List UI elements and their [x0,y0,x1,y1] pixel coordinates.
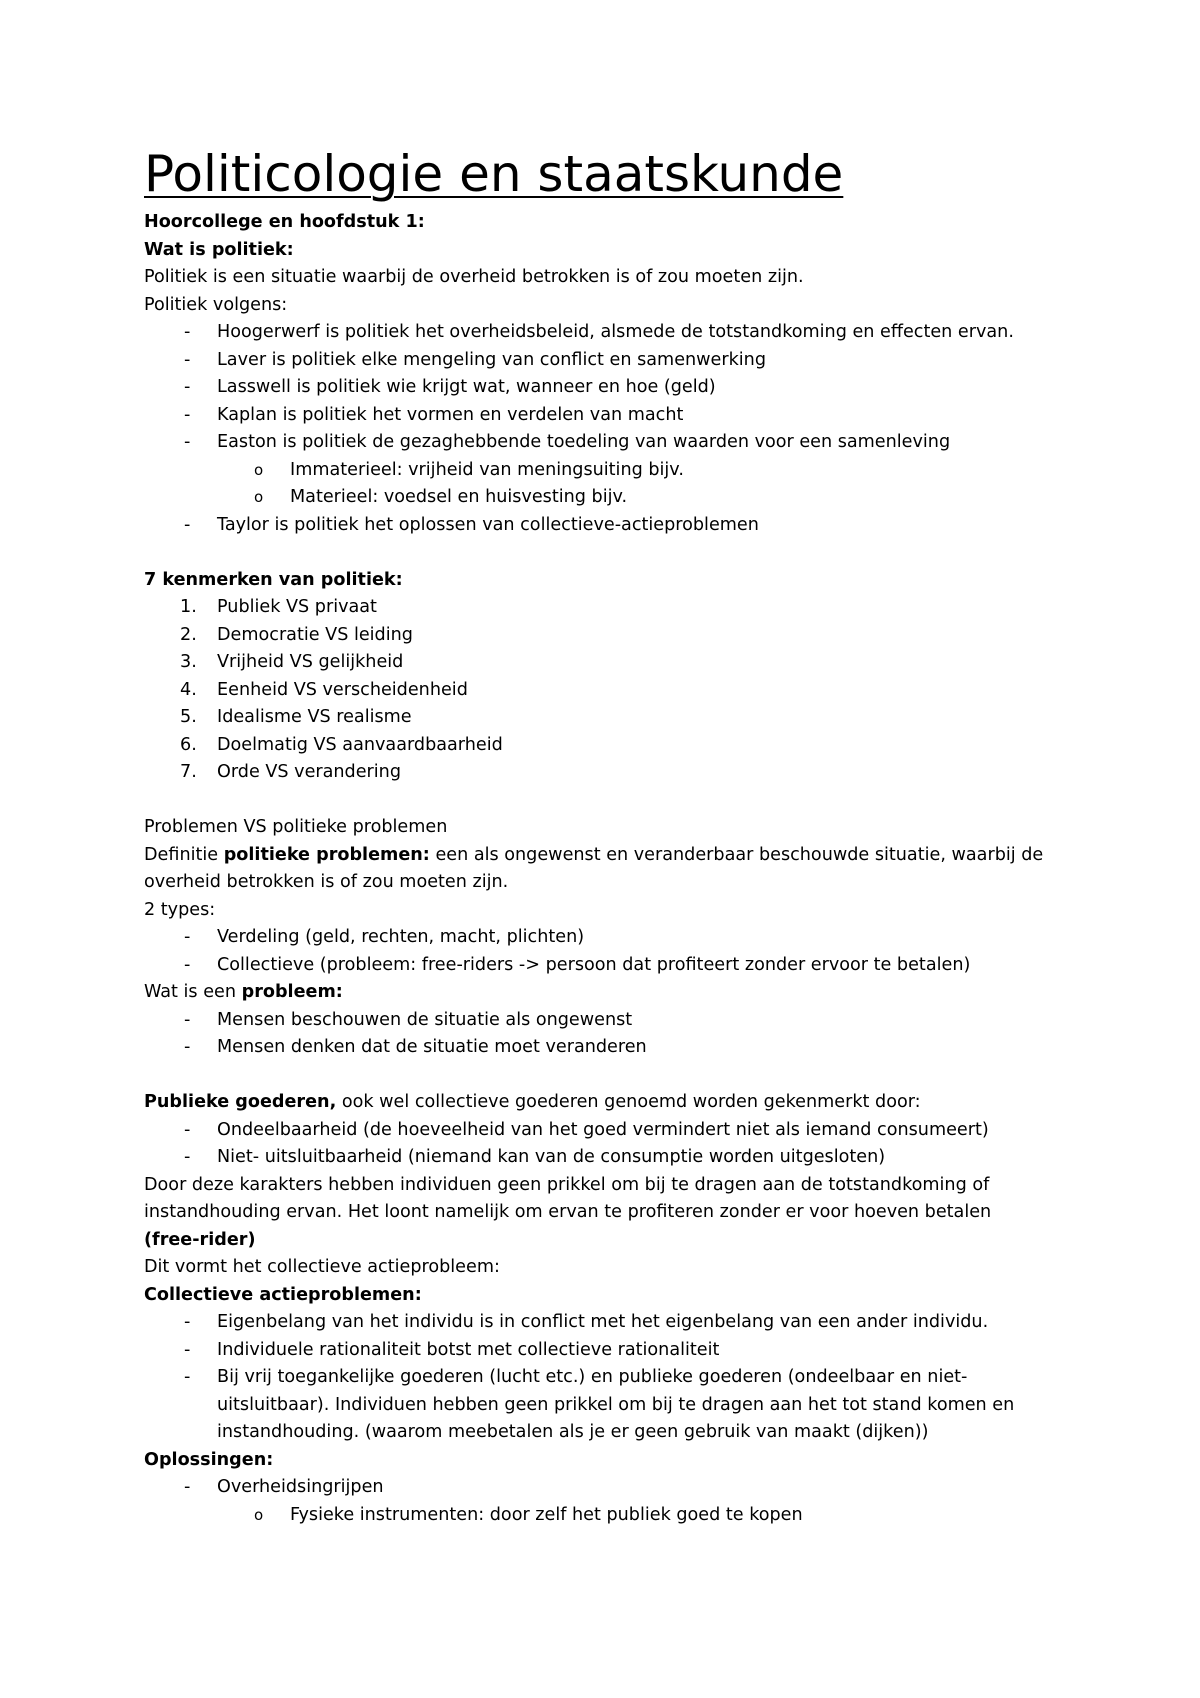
list-item: - Niet- uitsluitbaarheid (niemand kan van de consumptie worden uitgesloten) [144,1144,1056,1172]
dash-bullet: - [184,1009,191,1030]
list-item: - Mensen beschouwen de situatie als ongewenst [144,1007,1056,1035]
definitions-list [144,319,1056,457]
goederen-list [144,1117,1056,1172]
actieproblemen-heading: Collectieve actieproblemen: [144,1284,422,1305]
page-title: Politicologie en staatskunde [144,145,844,203]
list-item: - Individuele rationaliteit botst met collectieve rationaliteit [144,1337,1056,1365]
lecture-heading: Hoorcollege en hoofdstuk 1: [144,212,425,232]
dash-bullet: - [184,1037,191,1057]
kenmerken-heading: 7 kenmerken van politiek: [144,569,403,590]
dash-bullet: - [184,1119,191,1140]
list-item: - Collectieve (probleem: free-riders -> persoon dat profiteert zonder ervoor te betalen) [144,952,1056,980]
easton-sublist [144,457,1056,512]
list-item: 7. Orde VS verandering [180,762,401,782]
list-item: - Laver is politiek elke mengeling van conflict en samenwerking [144,347,1056,375]
list-item: - Kaplan is politiek het vormen en verdelen van macht [144,402,1056,430]
dash-bullet: - [184,349,191,370]
actieproblemen-list [144,1309,1056,1447]
dash-bullet: - [184,377,191,397]
politieke-problemen-definition: Definitie politieke problemen: een als ongewenst en veranderbaar beschouwde situatie, waarbij de overheid betrokken is of zou moeten zijn. [144,844,1044,892]
spacer [144,1062,1056,1090]
oplossingen-list [144,1474,1056,1502]
oplossingen-heading: Oplossingen: [144,1449,274,1470]
list-item: - Overheidsingrijpen [144,1474,1056,1502]
dash-bullet: - [184,404,191,425]
probleem-list [144,1007,1056,1062]
list-item: - Bij vrij toegankelijke goederen (lucht etc.) en publieke goederen (ondeelbaar en niet-uitsluitbaar). Individuen hebben geen prikkel om bij te dragen aan het tot stand komen en instandhouding. (waarom meebetalen als je er geen gebruik van maakt (dijken)) [144,1364,1056,1447]
list-item: 4. Eenheid VS verscheidenheid [180,679,468,700]
list-item: 6. Doelmatig VS aanvaardbaarheid [180,734,503,755]
dash-bullet: - [184,1367,191,1387]
list-item: - Ondeelbaarheid (de hoeveelheid van het goed vermindert niet als iemand consumeert) [144,1117,1056,1145]
list-item: - Eigenbelang van het individu is in conflict met het eigenbelang van een ander individu. [144,1309,1056,1337]
goederen-paragraph: Door deze karakters hebben individuen geen prikkel om bij te dragen aan de totstandkoming of instandhouding ervan. Het loont namelijk om ervan te profiteren zonder er voor hoeven betalen [144,1174,992,1222]
dash-bullet: - [184,1312,191,1332]
list-item: - Taylor is politiek het oplossen van collectieve-actieproblemen [144,512,1056,540]
spacer [144,539,1056,567]
list-item: 3. Vrijheid VS gelijkheid [180,652,404,672]
list-item: - Hoogerwerf is politiek het overheidsbeleid, alsmede de totstandkoming en effecten ervan. [144,319,1056,347]
sub-list-item: o Fysieke instrumenten: door zelf het publiek goed te kopen [144,1502,1056,1530]
dash-bullet: - [184,1147,191,1167]
circle-bullet: o [254,460,264,479]
sub-list-item: o Materieel: voedsel en huisvesting bijv. [144,484,1056,512]
oplossingen-sublist [144,1502,1056,1530]
section-heading-politiek: Wat is politiek: [144,239,294,260]
dash-bullet: - [184,432,191,452]
list-item: 5. Idealisme VS realisme [180,707,412,727]
types-list [144,924,1056,979]
dash-bullet: - [184,927,191,947]
dash-bullet: - [184,1339,191,1360]
sub-list-item: o Immaterieel: vrijheid van meningsuiting bijv. [144,457,1056,485]
dash-bullet: - [184,1477,191,1497]
dash-bullet: - [184,514,191,535]
definitions-list-cont [144,512,1056,540]
actieprobleem-intro: Dit vormt het collectieve actieprobleem: [144,1257,500,1277]
politiek-definition: Politiek is een situatie waarbij de overheid betrokken is of zou moeten zijn. [144,267,804,287]
probleem-question: Wat is een probleem: [144,982,343,1002]
list-item: 1. Publiek VS privaat [180,597,377,617]
list-item: - Easton is politiek de gezaghebbende toedeling van waarden voor een samenleving [144,429,1056,457]
list-item: - Verdeling (geld, rechten, macht, plichten) [144,924,1056,952]
list-item: 2. Democratie VS leiding [180,624,413,645]
spacer [144,787,1056,815]
politiek-volgens-label: Politiek volgens: [144,294,288,315]
free-rider-label: (free-rider) [144,1229,256,1250]
types-label: 2 types: [144,899,216,920]
circle-bullet: o [254,1505,264,1524]
list-item: - Mensen denken dat de situatie moet veranderen [144,1034,1056,1062]
list-item: - Lasswell is politiek wie krijgt wat, wanneer en hoe (geld) [144,374,1056,402]
document-page [144,145,1056,1529]
circle-bullet: o [254,488,264,506]
kenmerken-list [144,594,1056,787]
dash-bullet: - [184,954,191,975]
publieke-goederen-intro: Publieke goederen, ook wel collectieve goederen genoemd worden gekenmerkt door: [144,1092,921,1112]
dash-bullet: - [184,322,191,342]
problemen-heading: Problemen VS politieke problemen [144,817,448,837]
